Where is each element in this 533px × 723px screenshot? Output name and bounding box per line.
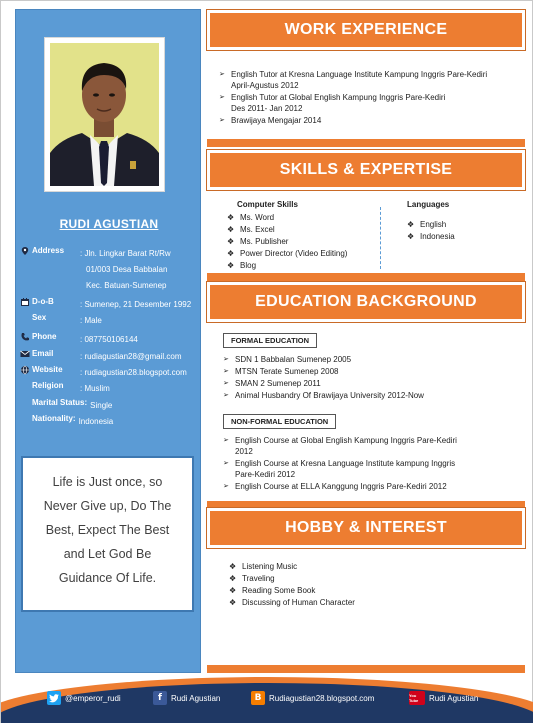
sex-value: : Male: [80, 316, 102, 325]
list-item: ➢ English Course at Global English Kampung Inggris Pare-Kediri 2012: [223, 435, 524, 457]
hobby-header: HOBBY & INTEREST: [207, 508, 525, 548]
list-item: ➢ SMAN 2 Sumenep 2011: [223, 378, 524, 389]
email-label: Email: [32, 349, 54, 358]
nationality-value: Indonesia: [78, 417, 114, 426]
profile-photo: [50, 43, 159, 186]
list-item: ❖ Ms. Excel: [227, 224, 377, 236]
list-item: ❖ Reading Some Book: [229, 585, 533, 597]
sex-label: Sex: [32, 313, 47, 322]
globe-icon: [20, 365, 30, 375]
twitter-link[interactable]: [47, 691, 121, 705]
profile-photo-frame: [44, 37, 165, 192]
quote-line: Best, Expect The Best: [45, 523, 170, 537]
website-label: Website: [32, 365, 63, 374]
list-item: ➢ SDN 1 Babbalan Sumenep 2005: [223, 354, 524, 365]
facebook-icon: f: [153, 691, 167, 705]
quote-line: Life is Just once, so: [52, 475, 163, 489]
hobby-list: [229, 561, 533, 609]
email-row: [20, 349, 202, 365]
address-line: : Jln. Lingkar Barat Rt/Rw: [80, 249, 171, 258]
list-item: ➢ English Tutor at Global English Kampung Inggris Pare-Kediri Des 2011- Jan 2012: [219, 92, 524, 114]
sex-row: [20, 313, 202, 329]
youtube-name: Rudi Agustian: [429, 693, 479, 703]
address-line: 01/003 Desa Babbalan: [86, 265, 168, 274]
list-item: ❖ Power Director (Video Editing): [227, 248, 377, 260]
skills-divider: [380, 207, 381, 269]
religion-value: : Muslim: [80, 384, 110, 393]
marital-label: Marital Status:: [32, 398, 88, 407]
website-value[interactable]: : rudiagustian28.blogspot.com: [80, 368, 187, 377]
list-item: ➢ English Tutor at Kresna Language Institute Kampung Inggris Pare-Kediri April-Agustus 2012: [219, 69, 524, 91]
address-line: Kec. Batuan-Sumenep: [86, 281, 167, 290]
phone-icon: [20, 332, 30, 342]
nationality-label: Nationality:: [32, 414, 76, 423]
blog-link[interactable]: [251, 691, 374, 705]
list-item: ➢ MTSN Terate Sumenep 2008: [223, 366, 524, 377]
envelope-icon: [20, 349, 30, 359]
list-item: ➢ English Course at Kresna Language Institute kampung Inggris Pare-Kediri 2012: [223, 458, 524, 480]
location-pin-icon: [20, 246, 30, 256]
dob-value: : Sumenep, 21 Desember 1992: [80, 300, 192, 309]
list-item: ➢ English Course at ELLA Kanggung Inggris Pare-Kediri 2012: [223, 481, 524, 492]
quote-line: and Let God Be: [63, 547, 152, 561]
blog-url: Rudiagustian28.blogspot.com: [269, 693, 375, 703]
twitter-icon: [47, 691, 61, 705]
marital-value: Single: [90, 401, 113, 410]
list-item: ❖ Blog: [227, 260, 377, 272]
list-item: ➢ Brawijaya Mengajar 2014: [219, 115, 524, 126]
footer: [1, 677, 533, 723]
website-row: [20, 365, 202, 381]
languages: [407, 200, 517, 243]
address-row: [20, 246, 202, 294]
marital-row: [20, 398, 202, 414]
facebook-link[interactable]: [153, 691, 220, 705]
dob-label: D-o-B: [32, 297, 54, 306]
work-experience-list: [219, 69, 524, 127]
blogger-icon: B: [251, 691, 265, 705]
list-item: ❖ Traveling: [229, 573, 533, 585]
calendar-icon: [20, 297, 30, 307]
section-divider: [207, 273, 525, 281]
religion-row: [20, 381, 202, 397]
list-item: ❖ Ms. Word: [227, 212, 377, 224]
formal-education-label: FORMAL EDUCATION: [223, 333, 317, 348]
skills-header: SKILLS & EXPERTISE: [207, 150, 525, 190]
email-value[interactable]: : rudiagustian28@gmail.com: [80, 352, 182, 361]
section-divider: [207, 139, 525, 147]
phone-value: : 087750106144: [80, 335, 138, 344]
dob-row: [20, 297, 202, 313]
non-formal-education: [219, 414, 524, 493]
twitter-handle: @emperor_rudi: [65, 693, 121, 703]
youtube-link[interactable]: [409, 691, 478, 705]
address-label: Address: [32, 246, 65, 255]
list-item: ❖ Listening Music: [229, 561, 533, 573]
youtube-icon: You Tube: [409, 691, 425, 705]
nationality-row: [20, 414, 202, 430]
religion-label: Religion: [32, 381, 64, 390]
computer-skills: [227, 200, 377, 272]
list-item: ❖ Discussing of Human Character: [229, 597, 533, 609]
non-formal-education-label: NON-FORMAL EDUCATION: [223, 414, 336, 429]
quote-line: Never Give up, Do The: [43, 499, 172, 513]
quote-line: Guidance Of Life.: [58, 571, 157, 585]
list-item: ❖ Indonesia: [407, 231, 517, 243]
formal-education: [219, 333, 524, 402]
work-experience-header: WORK EXPERIENCE: [207, 10, 525, 50]
section-divider: [207, 665, 525, 673]
facebook-name: Rudi Agustian: [171, 693, 221, 703]
phone-row: [20, 332, 202, 348]
profile-panel: [15, 9, 201, 673]
languages-title: Languages: [407, 200, 450, 209]
list-item: ➢ Animal Husbandry Of Brawijaya University 2012-Now: [223, 390, 524, 401]
list-item: ❖ English: [407, 219, 517, 231]
quote-box: [21, 456, 194, 612]
computer-skills-title: Computer Skills: [237, 200, 298, 209]
profile-name: RUDI AGUSTIAN: [59, 217, 159, 231]
phone-label: Phone: [32, 332, 57, 341]
education-header: EDUCATION BACKGROUND: [207, 282, 525, 322]
list-item: ❖ Ms. Publisher: [227, 236, 377, 248]
